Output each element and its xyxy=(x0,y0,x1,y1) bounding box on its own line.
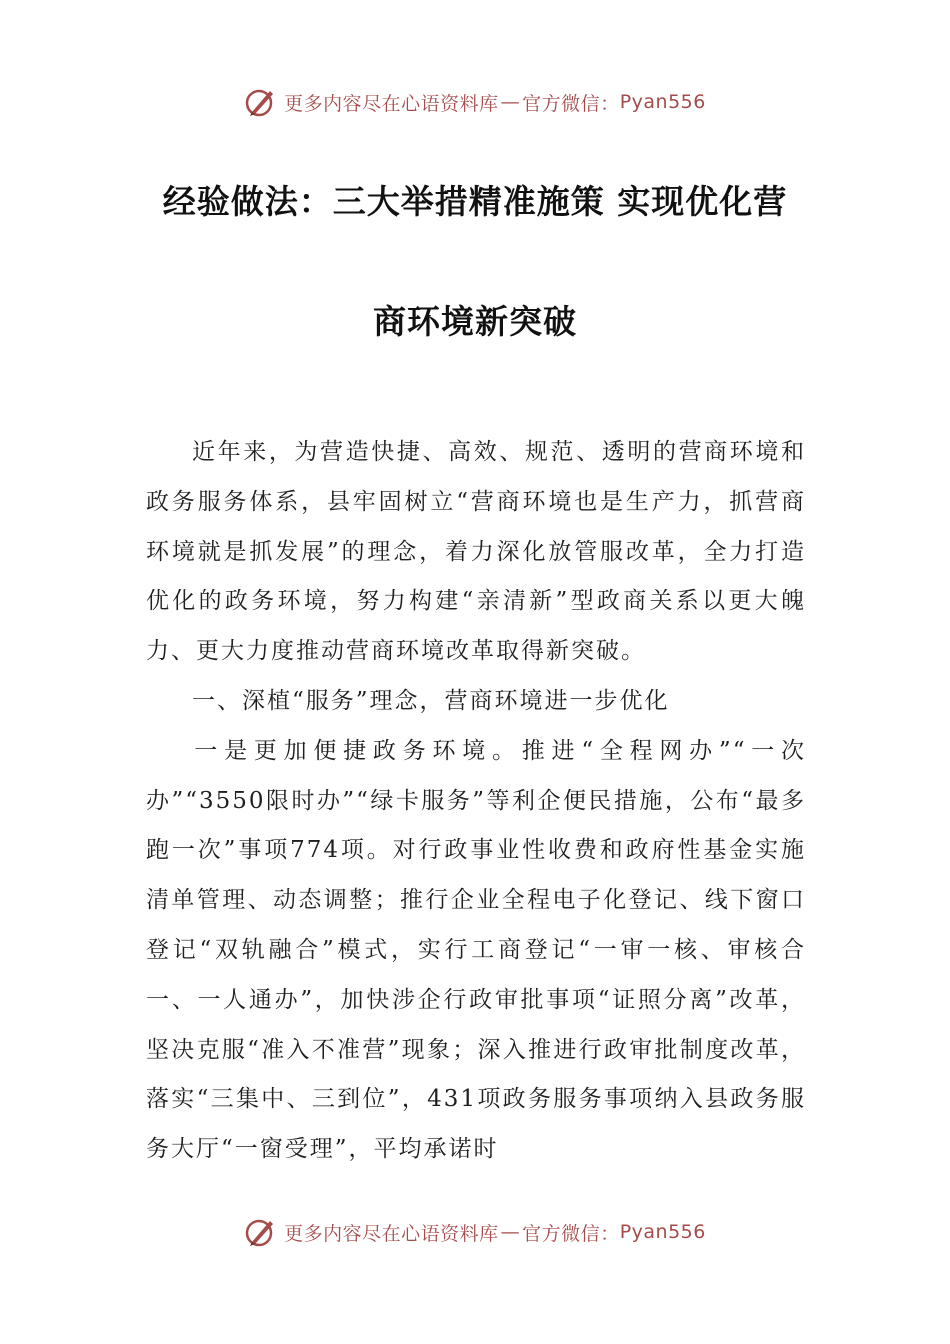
document-title-line-1: 经验做法：三大举措精准施策 实现优化营 xyxy=(162,182,788,221)
document-body xyxy=(146,428,806,1175)
watermark-text: 更多内容尽在心语资料库 xyxy=(284,1222,499,1245)
pen-circle-logo-icon xyxy=(244,85,278,119)
watermark-contact: 官方微信： xyxy=(522,1222,620,1245)
watermark-wechat: Pyan556 xyxy=(619,1221,706,1243)
paragraph-intro: 近年来，为营造快捷、高效、规范、透明的营商环境和政务服务体系，县牢固树立“营商环境也是生产力，抓营商环境就是抓发展”的理念，着力深化放管服改革，全力打造优化的政务环境，努力构建“亲清新”型政商关系以更大魄力、更大力度推动营商环境改革取得新突破。 xyxy=(146,439,806,665)
watermark-dash: — xyxy=(500,91,521,113)
section-heading: 一、深植“服务”理念，营商环境进一步优化 xyxy=(192,687,670,714)
footer-watermark xyxy=(0,1212,950,1252)
document-title-line-2: 商环境新突破 xyxy=(373,302,577,341)
header-watermark xyxy=(0,82,950,122)
watermark-wechat: Pyan556 xyxy=(619,91,706,113)
watermark-contact: 官方微信： xyxy=(522,92,620,115)
watermark-dash: — xyxy=(500,1221,521,1243)
watermark-text: 更多内容尽在心语资料库 xyxy=(284,92,499,115)
pen-circle-logo-icon xyxy=(244,1215,278,1249)
paragraph-point-one: 一是更加便捷政务环境。推进“全程网办”“一次办”“3550限时办”“绿卡服务”等利企便民措施，公布“最多跑一次”事项774项。对行政事业性收费和政府性基金实施清单管理、动态调整；推行企业全程电子化登记、线下窗口登记“双轨融合”模式，实行工商登记“一审一核、审核合一、一人通办”，加快涉企行政审批事项“证照分离”改革，坚决克服“准入不准营”现象；深入推进行政审批制度改革，落实“三集中、三到位”，431项政务服务事项纳入县政务服务大厅“一窗受理”，平均承诺时 xyxy=(146,737,806,1163)
